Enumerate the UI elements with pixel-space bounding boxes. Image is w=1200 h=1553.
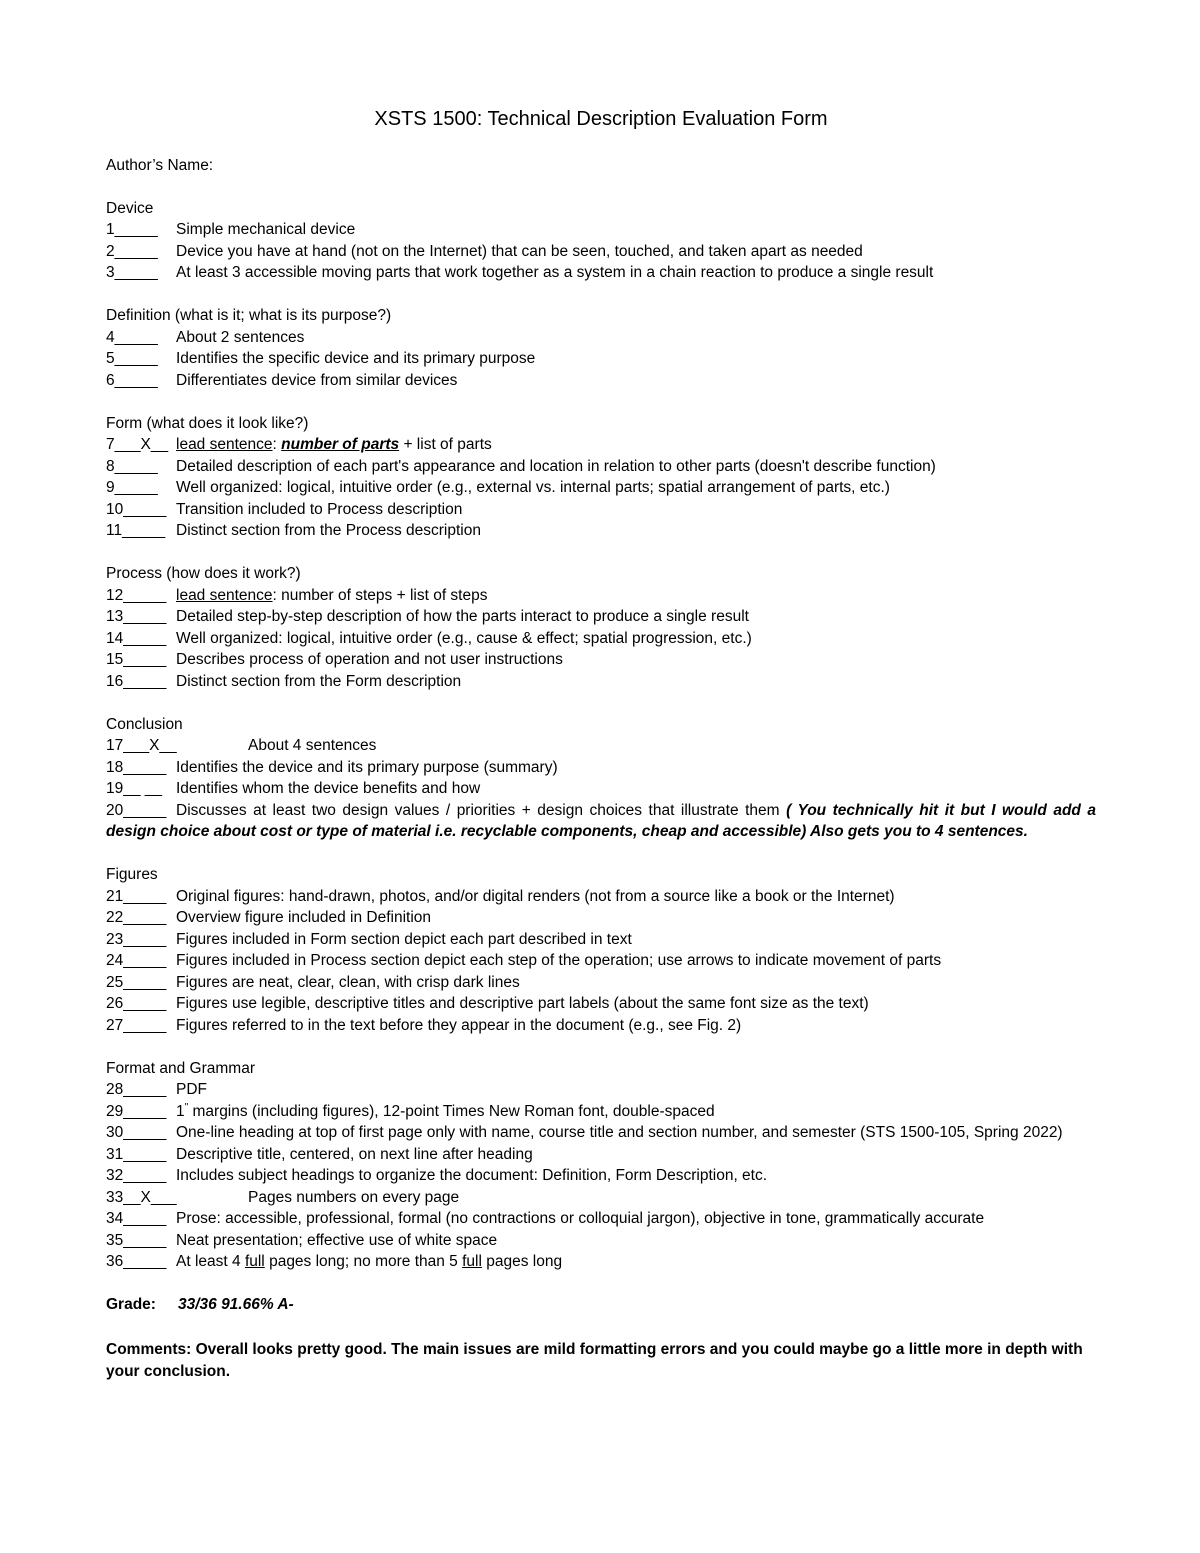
section-conclusion: [106, 714, 1096, 843]
item-text: + list of parts: [399, 436, 492, 453]
item-text-emphasis: number of parts: [281, 436, 400, 453]
item-text: Descriptive title, centered, on next line after heading: [176, 1145, 533, 1163]
item-text: Identifies whom the device benefits and how: [176, 780, 481, 797]
item-text: Discusses at least two design values / priorities + design choices that illustrate them: [176, 801, 787, 819]
item-label: 23_____: [106, 930, 167, 948]
checklist-item: [106, 1079, 1096, 1101]
checklist-item: [106, 1230, 1096, 1252]
item-label: 4_____: [106, 328, 158, 346]
item-text: Describes process of operation and not user instructions: [176, 651, 563, 668]
item-text: Identifies the specific device and its primary purpose: [176, 350, 536, 367]
page-title: XSTS 1500: Technical Description Evaluation Form: [374, 108, 828, 130]
item-text-underlined: lead sentence: [176, 436, 273, 453]
item-label: 7___X__: [106, 436, 169, 453]
item-label: 28_____: [106, 1081, 167, 1098]
item-text: Overview figure included in Definition: [176, 909, 432, 926]
item-text: pages long; no more than 5: [264, 1253, 463, 1270]
section-heading: Conclusion: [106, 715, 183, 733]
item-text: pages long: [481, 1253, 563, 1270]
checklist-item: [106, 886, 1096, 908]
item-label: 35_____: [106, 1231, 167, 1249]
item-label: 18_____: [106, 758, 167, 776]
item-text: Detailed description of each part's appearance and location in relation to other parts (doesn't describe function): [176, 457, 936, 475]
item-label: 5_____: [106, 350, 158, 367]
checklist-item: [106, 585, 1096, 607]
item-text: :: [272, 436, 282, 453]
checklist-item: [106, 327, 1096, 349]
item-label: 6_____: [106, 371, 158, 389]
item-label: 36_____: [106, 1253, 167, 1270]
item-text-underlined: full: [244, 1253, 265, 1270]
section-format-grammar: [106, 1058, 1096, 1273]
item-label: 13_____: [106, 608, 167, 625]
checklist-item: [106, 1122, 1096, 1144]
item-text: At least 3 accessible moving parts that work together as a system in a chain reaction to produce a single result: [176, 264, 934, 281]
checklist-item: [106, 477, 1096, 499]
item-text: One-line heading at top of first page only with name, course title and section number, and semester (STS 1500-105, Spring 2022): [176, 1124, 1063, 1141]
section-form: [106, 413, 1096, 542]
checklist-item: [106, 219, 1096, 241]
checklist-item: [106, 950, 1096, 972]
section-heading: Definition (what is it; what is its purpose?): [106, 307, 392, 324]
checklist-item: [106, 671, 1096, 693]
item-label: 14_____: [106, 629, 167, 647]
item-label: 31_____: [106, 1145, 167, 1163]
checklist-item: [106, 1208, 1096, 1230]
item-text: Includes subject headings to organize the document: Definition, Form Description, etc.: [176, 1167, 768, 1184]
checklist-item: [106, 1101, 1096, 1123]
item-text: Pages numbers on every page: [248, 1188, 460, 1206]
checklist-item: [106, 499, 1096, 521]
checklist-item: [106, 1165, 1096, 1187]
item-label: 29_____: [106, 1102, 167, 1120]
checklist-item: [106, 628, 1096, 650]
grade-label: Grade:: [106, 1296, 156, 1313]
item-text: Well organized: logical, intuitive order (e.g., cause & effect; spatial progression, etc.): [176, 629, 752, 647]
author-name-label: Author’s Name:: [106, 157, 214, 174]
item-label: 1_____: [106, 221, 158, 238]
item-text: About 4 sentences: [248, 737, 377, 754]
item-text: Simple mechanical device: [176, 221, 356, 238]
item-label: 16_____: [106, 672, 167, 690]
grade-value: 33/36 91.66% A-: [177, 1296, 294, 1313]
checklist-item: [106, 1187, 1096, 1209]
section-definition: [106, 305, 1096, 391]
item-text: Prose: accessible, professional, formal (no contractions or colloquial jargon), objective in tone, grammatically accurate: [176, 1210, 985, 1227]
section-heading: Format and Grammar: [106, 1059, 256, 1077]
item-label: 8_____: [106, 457, 158, 475]
checklist-item: [106, 1251, 1096, 1273]
item-label: 32_____: [106, 1167, 167, 1184]
checklist-item: [106, 262, 1096, 284]
checklist-item: [106, 993, 1096, 1015]
checklist-item: [106, 929, 1096, 951]
checklist-item: [106, 735, 1096, 757]
item-text-underlined: lead sentence: [176, 586, 273, 604]
section-heading: Form (what does it look like?): [106, 414, 309, 432]
checklist-item: [106, 800, 1096, 843]
item-text: Distinct section from the Process description: [176, 522, 481, 539]
item-label: 25_____: [106, 973, 167, 991]
item-label: 15_____: [106, 651, 167, 668]
item-text: 1: [176, 1102, 185, 1120]
item-label: 30_____: [106, 1124, 167, 1141]
item-label: 12_____: [106, 586, 167, 604]
item-text: Figures referred to in the text before they appear in the document (e.g., see Fig. 2): [176, 1016, 742, 1034]
checklist-item: [106, 520, 1096, 542]
item-label: 34_____: [106, 1210, 167, 1227]
item-text: Transition included to Process description: [176, 500, 463, 518]
item-label: 24_____: [106, 952, 167, 969]
grader-comments: Comments: Overall looks pretty good. The main issues are mild formatting errors and you could maybe go a little more in depth with your conclusion.: [106, 1340, 1083, 1380]
item-label: 20_____: [106, 801, 167, 819]
item-label: 19__ __: [106, 780, 163, 797]
item-text: margins (including figures), 12-point Times New Roman font, double-spaced: [188, 1102, 715, 1120]
item-text: Device you have at hand (not on the Internet) that can be seen, touched, and taken apart as needed: [176, 242, 863, 260]
checklist-item: [106, 907, 1096, 929]
item-text: At least 4: [176, 1253, 245, 1270]
grade-line: [106, 1294, 1096, 1316]
item-text: Detailed step-by-step description of how the parts interact to produce a single result: [176, 608, 749, 625]
item-text: Original figures: hand-drawn, photos, and/or digital renders (not from a source like a book or the Internet): [176, 887, 895, 905]
item-label: 27_____: [106, 1016, 167, 1034]
item-text: Differentiates device from similar devices: [176, 371, 458, 389]
section-heading: Figures: [106, 866, 158, 883]
checklist-item: [106, 778, 1096, 800]
section-heading: Process (how does it work?): [106, 565, 301, 582]
checklist-item: [106, 348, 1096, 370]
item-text: PDF: [176, 1081, 207, 1098]
item-text-underlined: full: [462, 1253, 482, 1270]
checklist-item: [106, 1144, 1096, 1166]
item-text: Identifies the device and its primary purpose (summary): [176, 758, 558, 776]
checklist-item: [106, 757, 1096, 779]
item-label: 33__X___: [106, 1188, 177, 1206]
checklist-item: [106, 370, 1096, 392]
item-text: Well organized: logical, intuitive order (e.g., external vs. internal parts; spatial arrangement of parts, etc.): [176, 479, 890, 496]
inch-mark: ": [184, 1101, 189, 1113]
checklist-item: [106, 456, 1096, 478]
item-text: About 2 sentences: [176, 328, 305, 346]
section-process: [106, 563, 1096, 692]
item-label: 10_____: [106, 500, 167, 518]
section-heading: Device: [106, 199, 154, 217]
section-device: [106, 198, 1096, 284]
checklist-item: [106, 241, 1096, 263]
checklist-item: [106, 649, 1096, 671]
item-label: 11_____: [106, 522, 166, 539]
checklist-item: [106, 434, 1096, 456]
item-text: Neat presentation; effective use of white space: [176, 1231, 498, 1249]
checklist-item: [106, 1015, 1096, 1037]
item-label: 9_____: [106, 479, 158, 496]
checklist-item: [106, 606, 1096, 628]
item-label: 2_____: [106, 242, 158, 260]
item-text: : number of steps + list of steps: [272, 586, 488, 604]
item-text: Figures use legible, descriptive titles and descriptive part labels (about the same font size as the text): [176, 995, 869, 1012]
item-text: Figures included in Form section depict each part described in text: [176, 930, 632, 948]
item-text: Figures are neat, clear, clean, with crisp dark lines: [176, 973, 520, 991]
item-text: Distinct section from the Form description: [176, 672, 462, 690]
evaluation-form: [106, 108, 1096, 1383]
item-label: 21_____: [106, 887, 167, 905]
section-figures: [106, 864, 1096, 1036]
grader-comment: ( You technically hit it but I would add a design choice about cost or type of material i.e. recyclable components, cheap and accessible) Also gets you to 4 sentences.: [106, 801, 1096, 840]
checklist-item: [106, 972, 1096, 994]
item-text: Figures included in Process section depict each step of the operation; use arrows to indicate movement of parts: [176, 952, 942, 969]
item-label: 22_____: [106, 909, 167, 926]
item-label: 26_____: [106, 995, 167, 1012]
item-label: 17___X__: [106, 737, 177, 754]
item-label: 3_____: [106, 264, 158, 281]
